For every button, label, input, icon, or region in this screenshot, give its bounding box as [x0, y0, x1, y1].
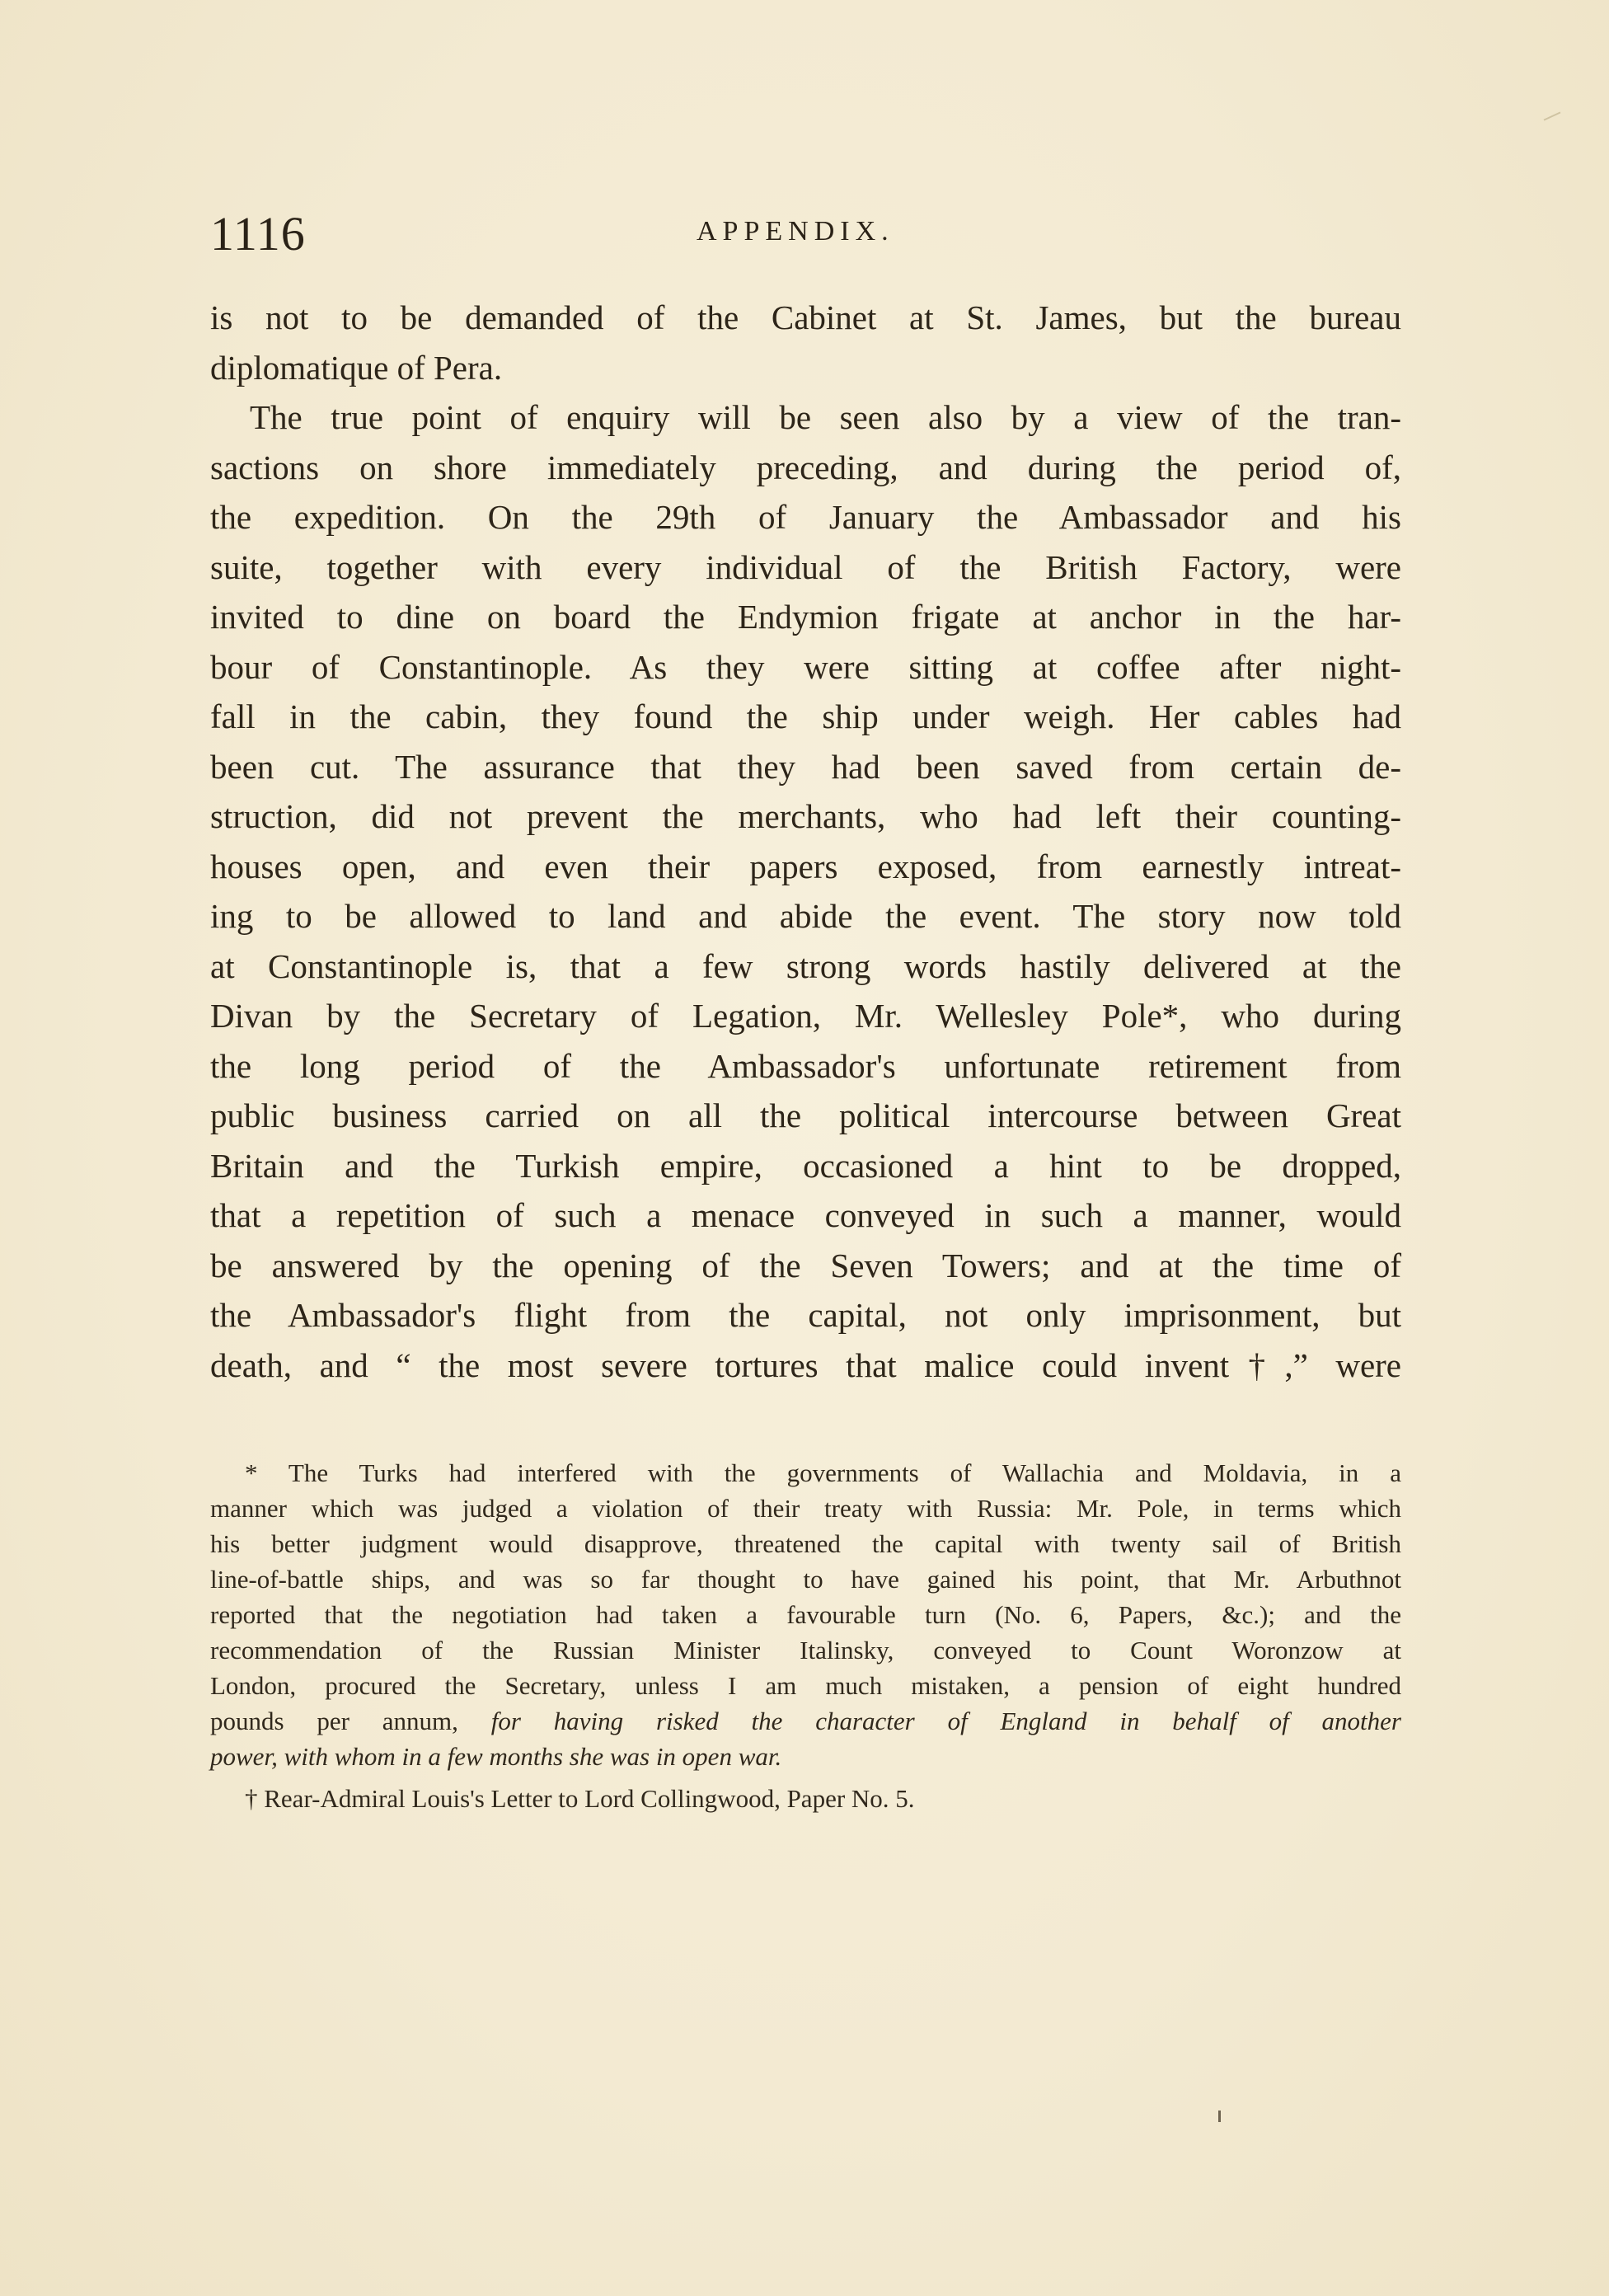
text-line: that a repetition of such a menace conveyed in such a manner, would — [210, 1196, 1401, 1234]
footnote-line: * The Turks had interfered with the governments of Wallachia and Moldavia, in a — [245, 1458, 1401, 1487]
text-line: ing to be allowed to land and abide the event. The story now told — [210, 897, 1401, 935]
text-line: bour of Constantinople. As they were sitting at coffee after night- — [210, 647, 1401, 686]
text-line: diplomatique of Pera. — [210, 348, 503, 387]
text-line: houses open, and even their papers exposed, from earnestly intreat- — [210, 847, 1401, 885]
text-line: struction, did not prevent the merchants, who had left their counting- — [210, 797, 1401, 835]
paper-mark — [1544, 111, 1561, 120]
footnote-line: his better judgment would disapprove, threatened the capital with twenty sail of British — [210, 1529, 1401, 1558]
text-line: Divan by the Secretary of Legation, Mr. Wellesley Pole*, who during — [210, 997, 1401, 1035]
text-line: The true point of enquiry will be seen also by a view of the tran- — [250, 398, 1401, 436]
text-line: Britain and the Turkish empire, occasioned a hint to be dropped, — [210, 1146, 1401, 1185]
page-number: 1116 — [210, 207, 306, 261]
text-line: is not to be demanded of the Cabinet at St. James, but the bureau — [210, 298, 1401, 336]
text-line: death, and “ the most severe tortures that malice could invent†,” were — [210, 1345, 1401, 1384]
footnote-line: recommendation of the Russian Minister Italinsky, conveyed to Count Woronzow at — [210, 1636, 1401, 1664]
text-line: fall in the cabin, they found the ship under weigh. Her cables had — [210, 697, 1401, 735]
running-head: APPENDIX. — [697, 216, 894, 247]
footnote-line: line-of-battle ships, and was so far thought to have gained his point, that Mr. Arbuthnot — [210, 1565, 1401, 1594]
footnote-line: power, with whom in a few months she was in open war. — [210, 1742, 782, 1771]
text-line: public business carried on all the political intercourse between Great — [210, 1096, 1401, 1134]
text-line: at Constantinople is, that a few strong words hastily delivered at the — [210, 946, 1401, 985]
footnote-line: reported that the negotiation had taken a favourable turn (No. 6, Papers, &c.); and the — [210, 1600, 1401, 1629]
paper-speck — [1218, 2111, 1221, 2122]
footnote-dagger-line: † Rear-Admiral Louis's Letter to Lord Collingwood, Paper No. 5. — [245, 1784, 915, 1813]
footnote-line: manner which was judged a violation of their treaty with Russia: Mr. Pole, in terms which — [210, 1494, 1401, 1523]
text-line: sactions on shore immediately preceding, and during the period of, — [210, 448, 1401, 486]
page-header — [210, 206, 1405, 264]
text-line: the long period of the Ambassador's unfortunate retirement from — [210, 1046, 1401, 1085]
text-line: the Ambassador's flight from the capital, not only imprisonment, but — [210, 1296, 1401, 1334]
footnote-line: London, procured the Secretary, unless I am much mistaken, a pension of eight hundred — [210, 1671, 1401, 1700]
footnote-italic-text: for having risked the character of England in behalf of another — [490, 1707, 1401, 1735]
footnote-line — [210, 1703, 1401, 1739]
text-line: the expedition. On the 29th of January the Ambassador and his — [210, 498, 1401, 536]
footnote-text: pounds per annum, — [210, 1707, 491, 1735]
footnotes — [210, 1455, 1401, 1816]
main-text — [210, 293, 1401, 1390]
text-line: invited to dine on board the Endymion frigate at anchor in the har- — [210, 598, 1401, 636]
text-line: been cut. The assurance that they had been saved from certain de- — [210, 747, 1401, 786]
text-line: suite, together with every individual of the British Factory, were — [210, 547, 1401, 586]
text-line: be answered by the opening of the Seven Towers; and at the time of — [210, 1246, 1401, 1284]
